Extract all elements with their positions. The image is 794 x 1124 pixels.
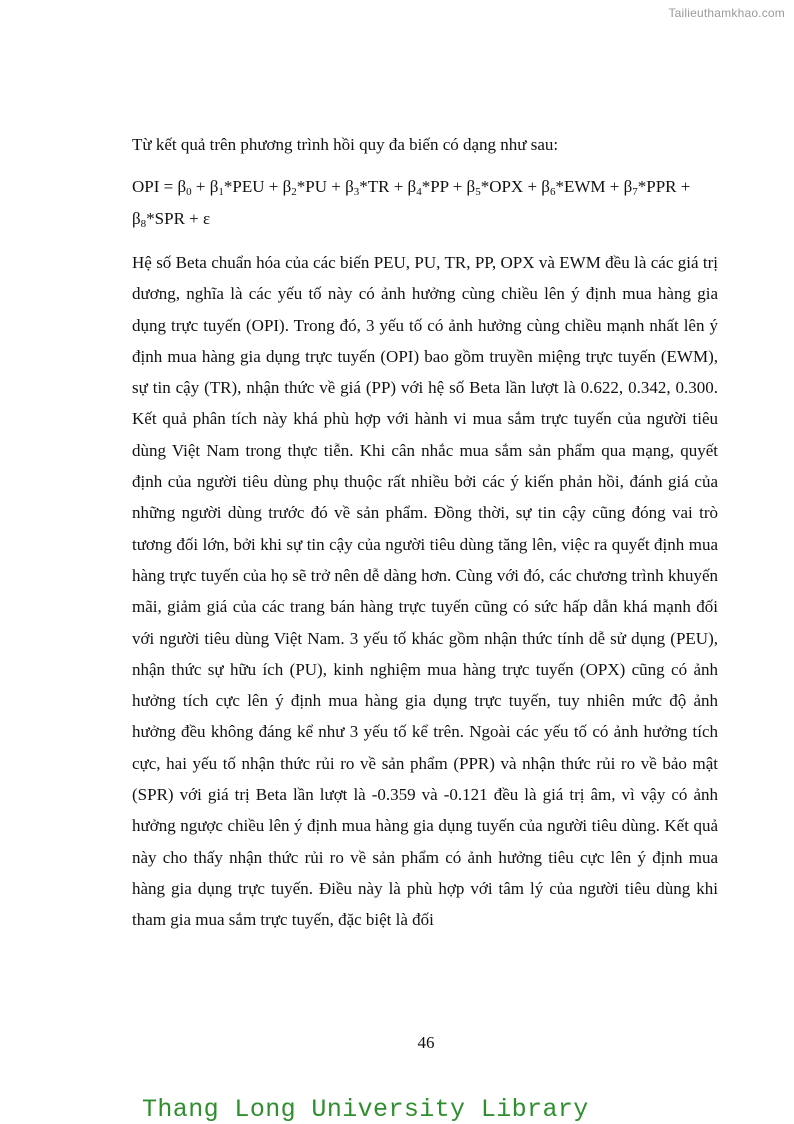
formula-term: *OPX + β [480, 177, 550, 196]
formula-term: *PU + β [296, 177, 354, 196]
page-number: 46 [417, 1033, 435, 1052]
formula-subscript: 0 [186, 186, 192, 198]
intro-sentence: Từ kết quả trên phương trình hồi quy đa biến có dạng như sau: [132, 135, 559, 154]
watermark: Tailieuthamkhao.com [668, 6, 785, 20]
formula-line-1 [132, 171, 718, 203]
library-footer: Thang Long University Library [142, 1095, 589, 1124]
formula-subscript: 1 [218, 186, 224, 198]
formula-subscript: 4 [416, 186, 422, 198]
formula-term: *EWM + β [555, 177, 633, 196]
formula-term: *PPR + [637, 177, 691, 196]
formula-subscript: 5 [475, 186, 481, 198]
formula-term: *SPR + ε [146, 209, 211, 228]
formula-subscript: 2 [291, 186, 297, 198]
formula-subscript: 8 [140, 218, 147, 230]
formula-term: β [132, 209, 141, 228]
body-paragraph: Hệ số Beta chuẩn hóa của các biến PEU, PU, TR, PP, OPX và EWM đều là các giá trị dương, nghĩa là các yếu tố này có ảnh hưởng cùng chiều lên ý định mua hàng gia dụng trực tuyến (OPI). Trong đó, 3 yếu tố có ảnh hưởng cùng chiều mạnh nhất lên ý định mua hàng gia dụng trực tuyến (OPI) bao gồm truyền miệng trực tuyến (EWM), sự tin cậy (TR), nhận thức về giá (PP) với hệ số Beta lần lượt là 0.622, 0.342, 0.300. Kết quả phân tích này khá phù hợp với hành vi mua sắm trực tuyến của người tiêu dùng Việt Nam trong thực tiễn. Khi cân nhắc mua sắm sản phẩm qua mạng, quyết định của người tiêu dùng phụ thuộc rất nhiều bởi các ý kiến phản hồi, đánh giá của những người dùng trước đó về sản phẩm. Đồng thời, sự tin cậy cũng đóng vai trò tương đối lớn, bởi khi sự tin cậy của người tiêu dùng tăng lên, việc ra quyết định mua hàng trực tuyến của họ sẽ trở nên dễ dàng hơn. Cùng với đó, các chương trình khuyến mãi, giảm giá của các trang bán hàng trực tuyến cũng có sức hấp dẫn khá mạnh đối với người tiêu dùng Việt Nam. 3 yếu tố khác gồm nhận thức tính dễ sử dụng (PEU), nhận thức sự hữu ích (PU), kinh nghiệm mua hàng trực tuyến (OPX) cũng có ảnh hưởng tích cực lên ý định mua hàng gia dụng trực tuyến, tuy nhiên mức độ ảnh hưởng đều không đáng kể như 3 yếu tố kể trên. Ngoài các yếu tố có ảnh hưởng tích cực, hai yếu tố nhận thức rủi ro về sản phẩm (PPR) và nhận thức rủi ro về bảo mật (SPR) với giá trị Beta lần lượt là -0.359 và -0.121 đều là giá trị âm, vì vậy có ảnh hưởng ngược chiều lên ý định mua hàng gia dụng tuyến của người tiêu dùng. Kết quả này cho thấy nhận thức rủi ro về sản phẩm có ảnh hưởng tiêu cực lên ý định mua hàng gia dụng trực tuyến. Điều này là phù hợp với tâm lý của người tiêu dùng khi tham gia mua sắm trực tuyến, đặc biệt là đối [132, 253, 718, 930]
formula-line-2 [132, 203, 718, 235]
regression-formula [132, 171, 718, 235]
formula-term: + β [191, 177, 219, 196]
formula-term: *PP + β [421, 177, 476, 196]
formula-term: *TR + β [359, 177, 417, 196]
formula-term: *PEU + β [223, 177, 292, 196]
formula-term: OPI = β [132, 177, 187, 196]
formula-subscript: 6 [549, 186, 556, 198]
formula-subscript: 7 [632, 186, 638, 198]
formula-subscript: 3 [353, 186, 360, 198]
page-content [132, 133, 718, 936]
